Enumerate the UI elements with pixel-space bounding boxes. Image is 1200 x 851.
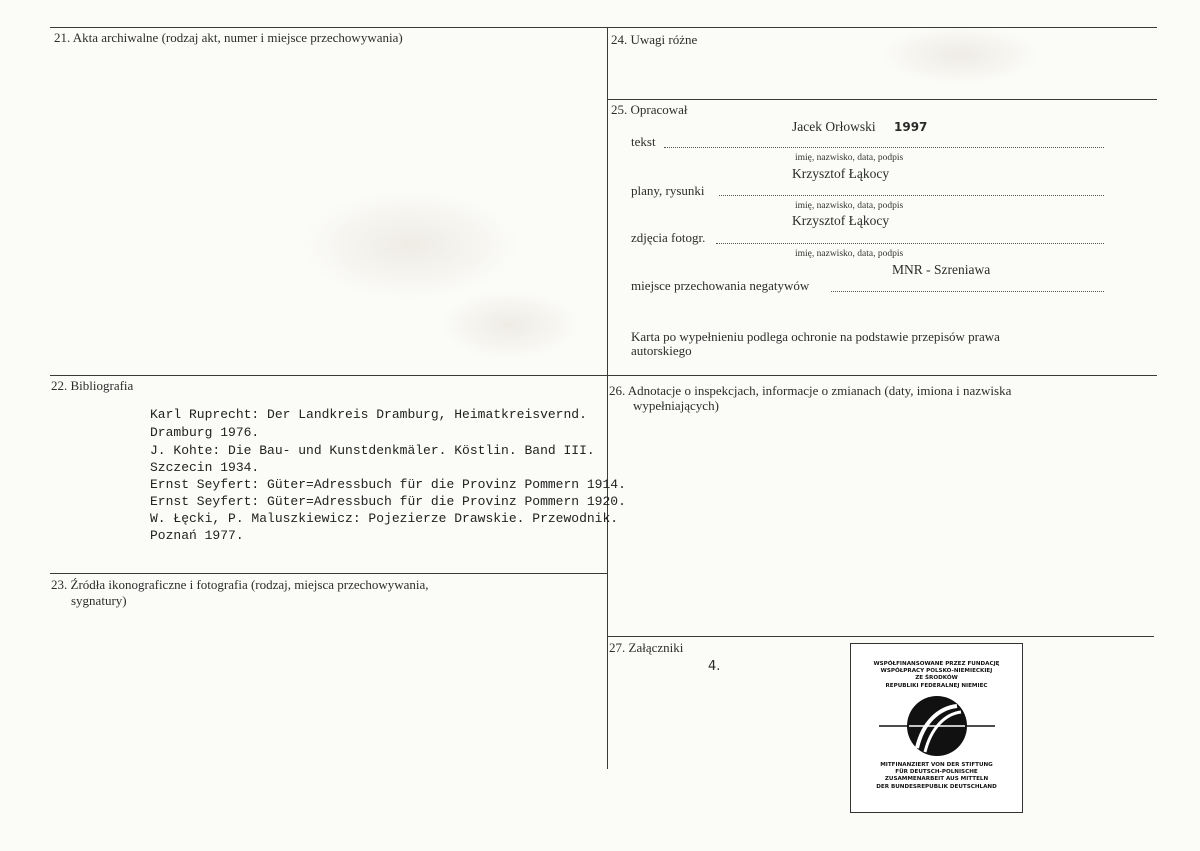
signature-caption: imię, nazwisko, data, podpis bbox=[795, 249, 904, 259]
center-divider bbox=[607, 27, 608, 769]
negatives-field-label: miejsce przechowania negatywów bbox=[631, 278, 810, 293]
signature-caption: imię, nazwisko, data, podpis bbox=[795, 201, 904, 211]
bibliography-entry: Karl Ruprecht: Der Landkreis Dramburg, Heimatkreisvernd. bbox=[150, 407, 587, 422]
section-23-label-line1: 23. Źródła ikonograficzne i fotografia (rodzaj, miejsca przechowywania, bbox=[51, 577, 429, 592]
section-25-label: 25. Opracował bbox=[611, 102, 688, 117]
section-27-label: 27. Załączniki bbox=[609, 640, 684, 655]
copyright-notice-line2: autorskiego bbox=[631, 343, 692, 358]
copyright-notice-line1: Karta po wypełnieniu podlega ochronie na podstawie przepisów prawa bbox=[631, 329, 1000, 344]
section-26-label-line2: wypełniających) bbox=[633, 398, 719, 413]
negatives-field-line bbox=[831, 291, 1104, 292]
rule-26-27 bbox=[607, 636, 1154, 637]
rule-24-25 bbox=[607, 99, 1157, 100]
section-24-label: 24. Uwagi różne bbox=[611, 32, 698, 47]
text-field-line bbox=[664, 147, 1104, 148]
author-name: Jacek Orłowski bbox=[792, 119, 876, 134]
photos-author: Krzysztof Łąkocy bbox=[792, 213, 890, 228]
author-year: 1997 bbox=[894, 120, 928, 134]
top-rule bbox=[50, 27, 1157, 28]
paper-stain bbox=[300, 190, 520, 300]
photos-field-line bbox=[716, 243, 1104, 244]
attachments-count: 4. bbox=[708, 659, 721, 674]
bibliography-entry: J. Kohte: Die Bau- und Kunstdenkmäler. Köstlin. Band III. bbox=[150, 443, 595, 458]
bibliography-entry: Szczecin 1934. bbox=[150, 460, 260, 475]
plans-field-line bbox=[719, 195, 1104, 196]
bibliography-entry: Poznań 1977. bbox=[150, 528, 244, 543]
logo-polish-text: WSPÓŁFINANSOWANE PRZEZ FUNDACJĘ WSPÓŁPRACY POLSKO-NIEMIECKIEJ ZE ŚRODKÓW REPUBLIKI FEDERALNEJ NIEMIEC bbox=[873, 661, 1000, 689]
foundation-emblem-icon bbox=[851, 692, 1022, 762]
logo-german-text: MITFINANZIERT VON DER STIFTUNG FÜR DEUTSCH-POLNISCHE ZUSAMMENARBEIT AUS MITTELN DER BUNDESREPUBLIK DEUTSCHLAND bbox=[876, 762, 997, 790]
signature-caption: imię, nazwisko, data, podpis bbox=[795, 153, 904, 163]
rule-middle bbox=[50, 375, 1157, 376]
text-field-label: tekst bbox=[631, 134, 656, 149]
section-21-label: 21. Akta archiwalne (rodzaj akt, numer i miejsce przechowywania) bbox=[54, 30, 403, 45]
paper-stain bbox=[440, 290, 580, 360]
negatives-location: MNR - Szreniawa bbox=[892, 262, 991, 277]
paper-stain bbox=[880, 25, 1040, 85]
bibliography-entry: Dramburg 1976. bbox=[150, 425, 260, 440]
section-26-label-line1: 26. Adnotacje o inspekcjach, informacje o zmianach (daty, imiona i nazwiska bbox=[609, 383, 1012, 398]
plans-field-label: plany, rysunki bbox=[631, 183, 705, 198]
bibliography-entry: W. Łęcki, P. Maluszkiewicz: Pojezierze Drawskie. Przewodnik. bbox=[150, 511, 619, 526]
rule-22-23 bbox=[50, 573, 607, 574]
section-23-label-line2: sygnatury) bbox=[71, 593, 127, 608]
section-22-label: 22. Bibliografia bbox=[51, 378, 134, 393]
foundation-logo bbox=[850, 643, 1023, 813]
photos-field-label: zdjęcia fotogr. bbox=[631, 230, 706, 245]
plans-author: Krzysztof Łąkocy bbox=[792, 166, 890, 181]
bibliography-entry: Ernst Seyfert: Güter=Adressbuch für die Provinz Pommern 1920. bbox=[150, 494, 626, 509]
bibliography-entry: Ernst Seyfert: Güter=Adressbuch für die Provinz Pommern 1914. bbox=[150, 477, 626, 492]
